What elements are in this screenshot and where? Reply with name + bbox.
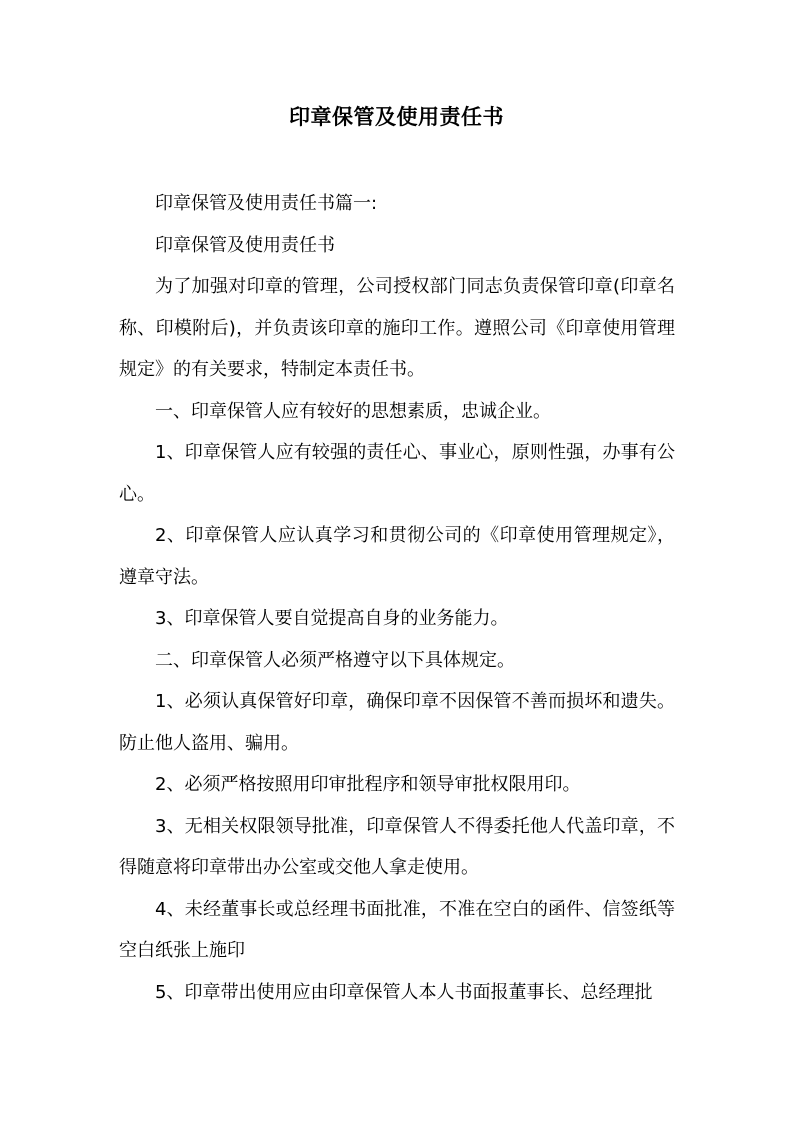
paragraph-item-1-3: 3、印章保管人要自觉提高自身的业务能力。 (155, 608, 509, 629)
paragraph-item-2-4: 4、未经董事长或总经理书面批准，不准在空白的函件、信签纸等空白纸张上施印 (119, 898, 675, 961)
document-title: 印章保管及使用责任书 (289, 105, 504, 129)
paragraph-item-2-3: 3、无相关权限领导批准，印章保管人不得委托他人代盖印章，不得随意将印章带出办公室或交他人拿走使用。 (119, 815, 675, 878)
document-body (119, 183, 675, 1013)
paragraph-intro: 为了加强对印章的管理，公司授权部门同志负责保管印章(印章名称、印模附后)，并负责该印章的施印工作。遵照公司《印章使用管理规定》的有关要求，特制定本责任书。 (119, 276, 675, 380)
paragraph-section-1: 一、印章保管人应有较好的思想素质，忠诚企业。 (155, 400, 551, 422)
paragraph-item-1-2: 2、印章保管人应认真学习和贯彻公司的《印章使用管理规定》，遵章守法。 (119, 525, 675, 588)
paragraph-heading: 印章保管及使用责任书 (155, 234, 335, 256)
paragraph-item-2-1: 1、必须认真保管好印章，确保印章不因保管不善而损坏和遗失。防止他人盗用、骗用。 (119, 691, 675, 754)
paragraph-item-2-5: 5、印章带出使用应由印章保管人本人书面报董事长、总经理批 (155, 981, 653, 1003)
paragraph-item-1-1: 1、印章保管人应有较强的责任心、事业心，原则性强，办事有公心。 (119, 442, 675, 505)
paragraph-subtitle: 印章保管及使用责任书篇一: (155, 193, 378, 214)
paragraph-section-2: 二、印章保管人必须严格遵守以下具体规定。 (155, 649, 515, 671)
paragraph-item-2-2: 2、必须严格按照用印审批程序和领导审批权限用印。 (155, 774, 581, 795)
